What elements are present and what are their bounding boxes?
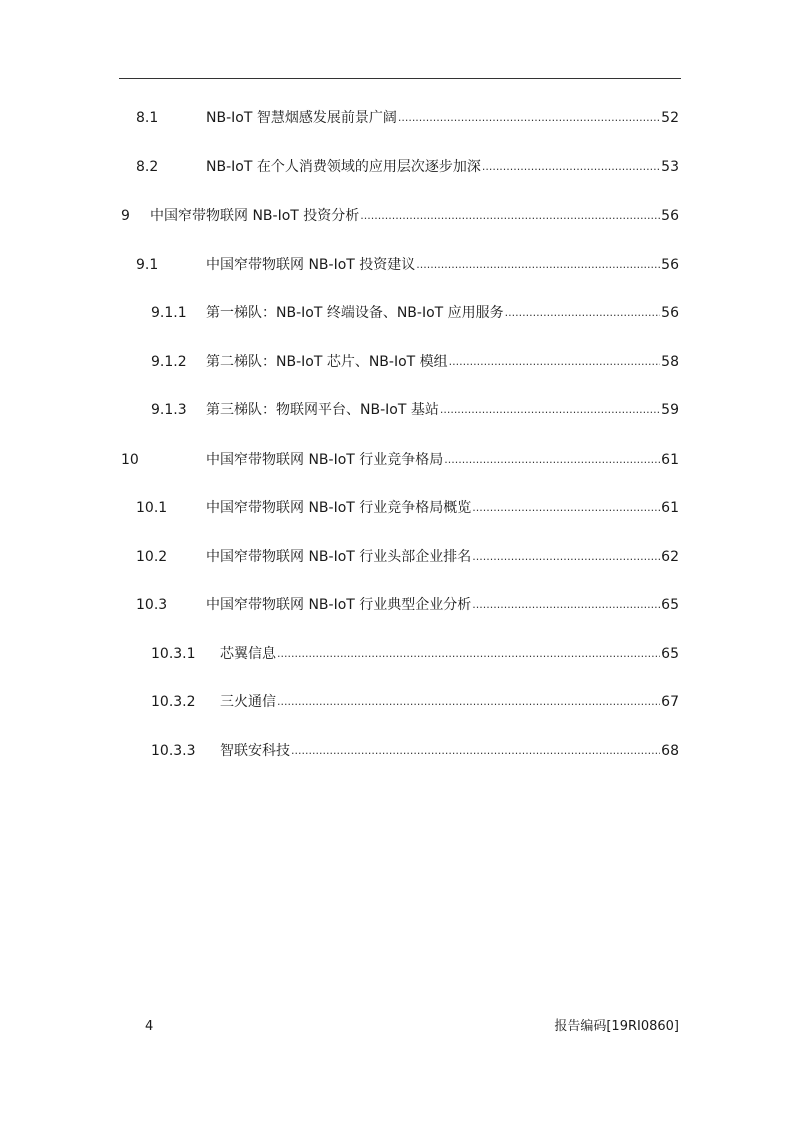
- toc-page: 56: [661, 208, 679, 224]
- toc-entry-10[interactable]: [121, 449, 679, 471]
- toc-number: 10.3: [136, 597, 168, 613]
- toc-title: 中国窄带物联网 NB-IoT 行业典型企业分析: [206, 597, 472, 613]
- toc-page: 58: [661, 354, 679, 370]
- toc-page: 53: [661, 159, 679, 175]
- toc-page: 61: [661, 452, 679, 468]
- toc-page: 68: [661, 743, 679, 759]
- toc-number: 8.1: [136, 110, 159, 126]
- toc-entry-10-1[interactable]: [136, 497, 679, 519]
- toc-entry-10-3-1[interactable]: [151, 643, 679, 665]
- toc-entry-10-2[interactable]: [136, 546, 679, 568]
- toc-number: 10.3.1: [151, 646, 196, 662]
- toc-number: 10.2: [136, 549, 168, 565]
- toc-title: 中国窄带物联网 NB-IoT 行业头部企业排名: [206, 549, 472, 565]
- toc-leader: [291, 739, 660, 762]
- toc-entry-10-3-2[interactable]: [151, 691, 679, 713]
- toc-title: 第一梯队：NB-IoT 终端设备、NB-IoT 应用服务: [206, 305, 504, 321]
- toc-number: 9: [121, 208, 130, 224]
- toc-page: 67: [661, 694, 679, 710]
- toc-leader: [277, 690, 660, 713]
- toc-leader: [440, 398, 660, 421]
- toc-number: 9.1: [136, 257, 159, 273]
- footer-report-code: 报告编码[19RI0860]: [554, 1019, 679, 1034]
- toc-title: 第二梯队：NB-IoT 芯片、NB-IoT 模组: [206, 354, 448, 370]
- toc-title: 第三梯队：物联网平台、NB-IoT 基站: [206, 402, 439, 418]
- toc-page: 59: [661, 402, 679, 418]
- toc-number: 9.1.3: [151, 402, 187, 418]
- toc-entry-9-1-1[interactable]: [151, 302, 679, 324]
- toc-leader: [472, 496, 660, 519]
- toc-number: 8.2: [136, 159, 159, 175]
- footer-page-number: 4: [145, 1019, 154, 1034]
- toc-page: 65: [661, 597, 679, 613]
- toc-leader: [505, 301, 661, 324]
- toc-title: 中国窄带物联网 NB-IoT 投资建议: [206, 257, 416, 273]
- toc-number: 9.1.2: [151, 354, 187, 370]
- toc-title: 三火通信: [220, 694, 276, 710]
- toc-title: NB-IoT 智慧烟感发展前景广阔: [206, 110, 397, 126]
- toc-leader: [449, 350, 661, 373]
- toc-title: 中国窄带物联网 NB-IoT 投资分析: [150, 208, 360, 224]
- toc-leader: [416, 253, 660, 276]
- toc-number: 9.1.1: [151, 305, 187, 321]
- toc-title: 中国窄带物联网 NB-IoT 行业竞争格局: [206, 452, 444, 468]
- toc-number: 10.3.2: [151, 694, 196, 710]
- toc-entry-9-1-2[interactable]: [151, 351, 679, 373]
- toc-number: 10.1: [136, 500, 168, 516]
- toc-title: 智联安科技: [220, 743, 290, 759]
- toc-leader: [482, 155, 660, 178]
- toc-page: 62: [661, 549, 679, 565]
- toc-page: 61: [661, 500, 679, 516]
- toc-title: 芯翼信息: [220, 646, 276, 662]
- toc-title: NB-IoT 在个人消费领域的应用层次逐步加深: [206, 159, 481, 175]
- toc-page: 56: [661, 257, 679, 273]
- toc-page: 56: [661, 305, 679, 321]
- toc-entry-10-3[interactable]: [136, 594, 679, 616]
- toc-leader: [444, 448, 660, 471]
- toc-title: 中国窄带物联网 NB-IoT 行业竞争格局概览: [206, 500, 472, 516]
- toc-leader: [398, 106, 660, 129]
- toc-leader: [360, 204, 660, 227]
- toc-entry-10-3-3[interactable]: [151, 740, 679, 762]
- toc-page: 65: [661, 646, 679, 662]
- toc-entry-9[interactable]: [121, 205, 679, 227]
- toc-entry-8-1[interactable]: [136, 107, 679, 129]
- toc-leader: [472, 545, 660, 568]
- toc-leader: [472, 593, 660, 616]
- toc-number: 10: [121, 452, 139, 468]
- toc-entry-8-2[interactable]: [136, 156, 679, 178]
- toc-page: 52: [661, 110, 679, 126]
- toc-entry-9-1-3[interactable]: [151, 399, 679, 421]
- toc-number: 10.3.3: [151, 743, 196, 759]
- toc-leader: [277, 642, 660, 665]
- toc-entry-9-1[interactable]: [136, 254, 679, 276]
